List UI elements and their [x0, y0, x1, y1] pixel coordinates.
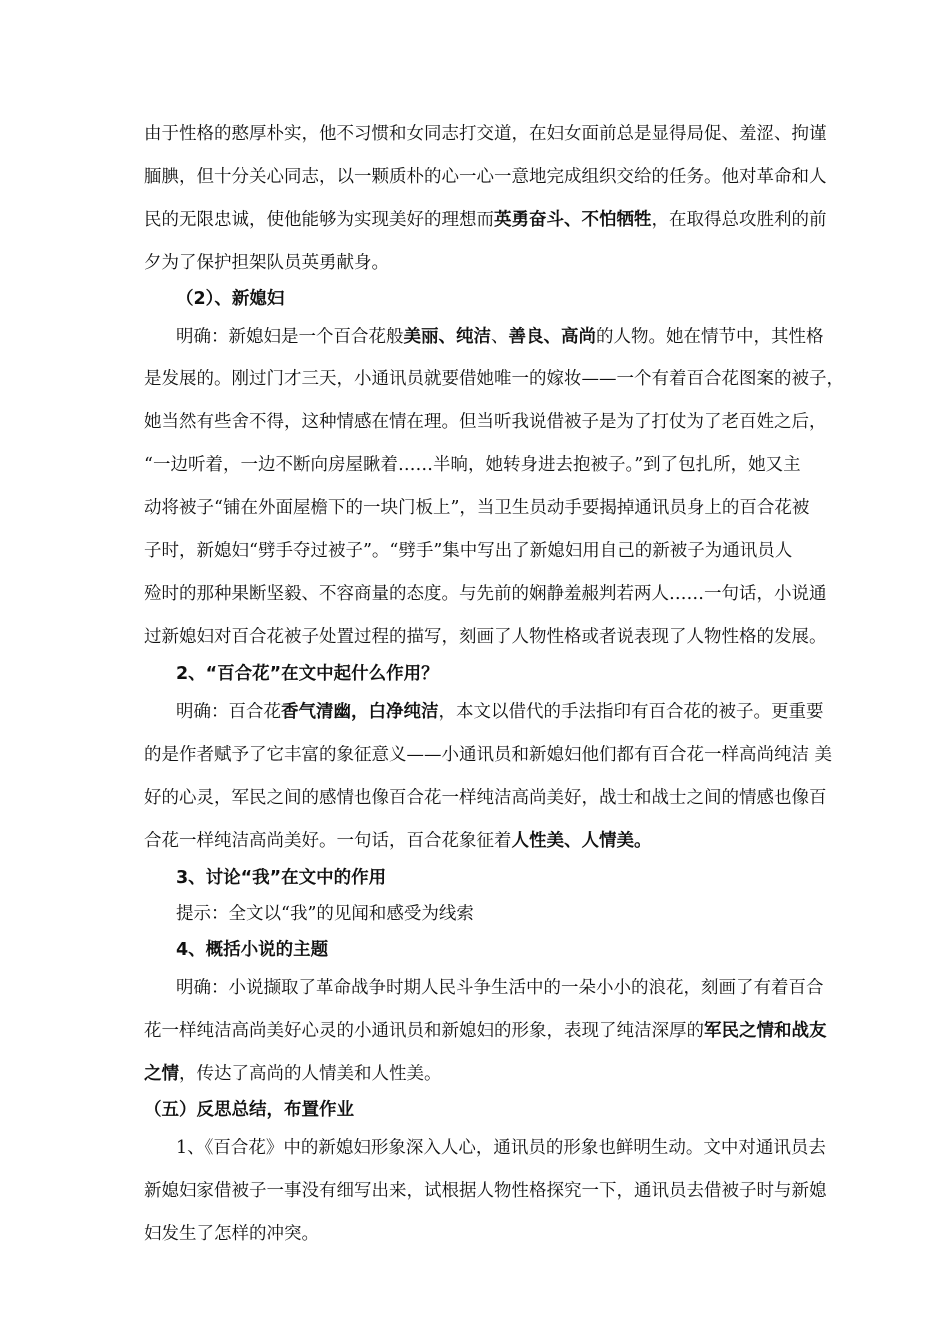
text-line — [176, 325, 824, 349]
text: 的是作者赋予了它丰富的象征意义——小通讯员和新媳妇他们都有百合花一样高尚纯洁 美 — [144, 745, 833, 765]
section-heading: 3、讨论“我”在文中的作用 — [176, 868, 387, 888]
text: 妇发生了怎样的冲突。 — [144, 1224, 319, 1244]
text-line — [144, 1062, 442, 1086]
text: 她当然有些舍不得，这种情感在情在理。但当听我说借被子是为了打仗为了老百姓之后， — [144, 412, 827, 432]
text: 新媳妇家借被子一事没有细写出来，试根据人物性格探究一下，通讯员去借被子时与新媳 — [144, 1181, 827, 1201]
text: 、 — [491, 327, 509, 347]
text: ，本文以借代的手法指印有百合花的被子。更重要 — [438, 702, 824, 722]
text-line — [144, 1019, 827, 1043]
text: 过新媳妇对百合花被子处置过程的描写，刻画了人物性格或者说表现了人物性格的发展。 — [144, 627, 827, 647]
bold-text: 英勇奋斗、不怕牺牲 — [494, 210, 652, 230]
bold-text: 之情 — [144, 1064, 179, 1084]
section-heading: 2、“百合花”在文中起什么作用？ — [176, 664, 439, 684]
text-line — [144, 625, 827, 649]
section-heading: 4、概括小说的主题 — [176, 940, 329, 960]
text-line — [144, 496, 809, 520]
text: 合花一样纯洁高尚美好。一句话，百合花象征着 — [144, 831, 512, 851]
text-line — [176, 902, 474, 926]
section-heading: （五）反思总结，布置作业 — [144, 1100, 354, 1120]
text: ，在取得总攻胜利的前 — [651, 210, 827, 230]
text-line — [144, 208, 827, 232]
text-line — [144, 165, 827, 189]
text: 提示：全文以“我”的见闻和感受为线索 — [176, 904, 474, 924]
text: 明确：百合花 — [176, 702, 281, 722]
text-line — [144, 453, 801, 477]
text-line — [144, 539, 792, 563]
text: 腼腆，但十分关心同志，以一颗质朴的心一心一意地完成组织交给的任务。他对革命和人 — [144, 167, 827, 187]
text: 是发展的。刚过门才三天，小通讯员就要借她唯一的嫁妆——一个有着百合花图案的被子， — [144, 369, 844, 389]
text: 好的心灵，军民之间的感情也像百合花一样纯洁高尚美好，战士和战士之间的情感也像百 — [144, 788, 827, 808]
text: 子时，新媳妇“劈手夺过被子”。“劈手”集中写出了新媳妇用自己的新被子为通讯员人 — [144, 541, 793, 561]
text-line — [144, 743, 832, 767]
text-line — [144, 1179, 827, 1203]
text: “一边听着，一边不断向房屋瞅着……半晌，她转身进去抱被子。”到了包扎所，她又主 — [144, 455, 801, 475]
text-line — [176, 700, 824, 724]
text-line — [144, 829, 652, 853]
text-line — [176, 1136, 826, 1160]
text: 由于性格的憨厚朴实，他不习惯和女同志打交道，在妇女面前总是显得局促、羞涩、拘谨 — [144, 124, 827, 144]
text: 的人物。她在情节中，其性格 — [596, 327, 824, 347]
text: 动将被子“铺在外面屋檐下的一块门板上”，当卫生员动手要揭掉通讯员身上的百合花被 — [144, 498, 810, 518]
text-line — [144, 582, 827, 606]
text: 明确：小说撷取了革命战争时期人民斗争生活中的一朵小小的浪花，刻画了有着百合 — [176, 978, 824, 998]
text: 民的无限忠诚，使他能够为实现美好的理想而 — [144, 210, 494, 230]
text-line — [144, 122, 827, 146]
text-line — [144, 1222, 319, 1246]
bold-text: 美丽、纯洁 — [403, 327, 491, 347]
text-line — [144, 410, 827, 434]
text: ，传达了高尚的人情美和人性美。 — [179, 1064, 442, 1084]
text: 1、《百合花》中的新媳妇形象深入人心，通讯员的形象也鲜明生动。文中对通讯员去 — [176, 1138, 826, 1158]
text: 夕为了保护担架队员英勇献身。 — [144, 253, 389, 273]
text: 明确：新媳妇是一个百合花般 — [176, 327, 404, 347]
text: 花一样纯洁高尚美好心灵的小通讯员和新媳妇的形象，表现了纯洁深厚的 — [144, 1021, 704, 1041]
bold-text: 善良、高尚 — [508, 327, 596, 347]
text-line — [144, 251, 389, 275]
bold-text: 人性美、人情美。 — [511, 831, 652, 851]
text: 殓时的那种果断坚毅、不容商量的态度。与先前的娴静羞赧判若两人……一句话，小说通 — [144, 584, 827, 604]
text-line — [144, 367, 844, 391]
section-heading: （2）、新媳妇 — [176, 289, 285, 309]
bold-text: 军民之情和战友 — [704, 1021, 827, 1041]
text-line — [144, 786, 827, 810]
bold-text: 香气清幽，白净纯洁 — [281, 702, 439, 722]
text-line — [176, 976, 824, 1000]
